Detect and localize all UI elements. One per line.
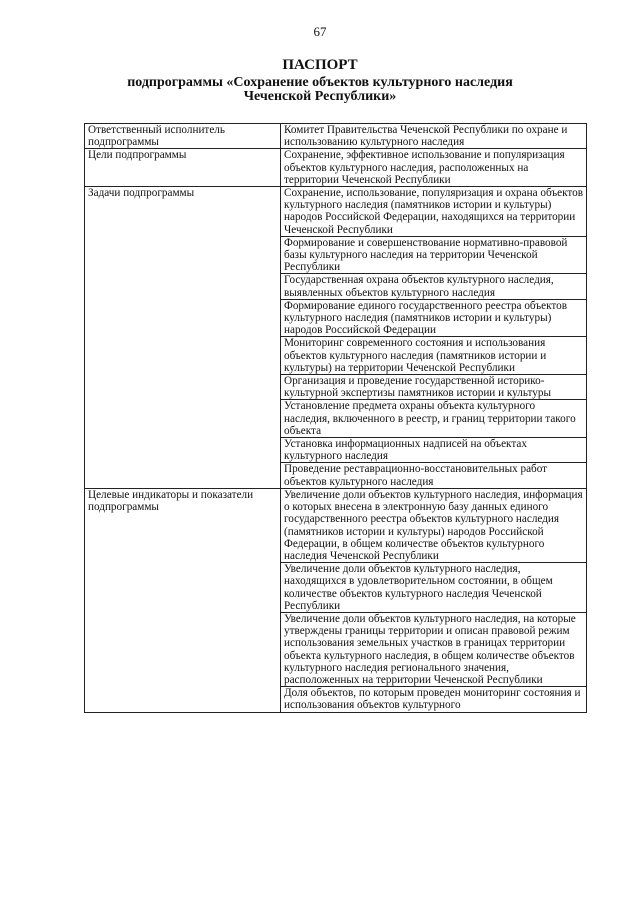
row-value: Увеличение доли объектов культурного наследия, находящихся в удовлетворительном состоянии, в общем количестве объектов культурного наследия Чеченской Республики	[281, 563, 587, 613]
document-title: ПАСПОРТ	[282, 57, 358, 73]
row-value: Установление предмета охраны объекта культурного наследия, включенного в реестр, и границ территории такого объекта	[281, 400, 587, 438]
row-value: Формирование и совершенствование нормативно-правовой базы культурного наследия на территории Чеченской Республики	[281, 236, 587, 274]
row-value: Увеличение доли объектов культурного наследия, информация о которых внесена в электронную базу данных единого государственного реестра объектов культурного наследия (памятников истории и культуры) народов Российской Федерации, в общем количестве объектов культурного наследия Чеченской Республики	[281, 488, 587, 562]
row-value: Государственная охрана объектов культурного наследия, выявленных объектов культурного наследия	[281, 274, 587, 299]
row-label: Задачи подпрограммы	[85, 187, 281, 489]
row-value: Формирование единого государственного реестра объектов культурного наследия (памятников истории и культуры) народов Российской Федерации	[281, 299, 587, 337]
page-number: 67	[313, 24, 327, 39]
row-value: Установка информационных надписей на объектах культурного наследия	[281, 438, 587, 463]
row-value: Организация и проведение государственной историко-культурной экспертизы памятников истории и культуры	[281, 375, 587, 400]
row-label: Целевые индикаторы и показатели подпрограммы	[85, 488, 281, 712]
row-label: Цели подпрограммы	[85, 149, 281, 187]
row-value: Сохранение, использование, популяризация и охрана объектов культурного наследия (памятников истории и культуры) народов Российской Федерации, находящихся на территории Чеченской Республики	[281, 187, 587, 237]
row-value: Увеличение доли объектов культурного наследия, на которые утверждены границы территории и описан правовой режим использования земельных участков в границах территории объекта культурного наследия, в общем количестве объектов культурного наследия регионального значения, расположенных на территории Чеченской Республики	[281, 612, 587, 686]
table-row	[85, 488, 587, 562]
row-value: Комитет Правительства Чеченской Республики по охране и использованию культурного наследия	[281, 124, 587, 149]
table-row	[85, 124, 587, 149]
document-subtitle: подпрограммы «Сохранение объектов культурного наследия Чеченской Республики»	[127, 75, 513, 104]
table-row	[85, 149, 587, 187]
row-value: Проведение реставрационно-восстановительных работ объектов культурного наследия	[281, 463, 587, 488]
table-row	[85, 187, 587, 237]
passport-table	[84, 123, 587, 713]
row-value: Доля объектов, по которым проведен мониторинг состояния и использования объектов культурного	[281, 687, 587, 712]
row-value: Мониторинг современного состояния и использования объектов культурного наследия (памятников истории и культуры) на территории Чеченской Республики	[281, 337, 587, 375]
row-value: Сохранение, эффективное использование и популяризация объектов культурного наследия, расположенных на территории Чеченской Республики	[281, 149, 587, 187]
passport-table-body	[85, 124, 587, 713]
row-label: Ответственный исполнитель подпрограммы	[85, 124, 281, 149]
